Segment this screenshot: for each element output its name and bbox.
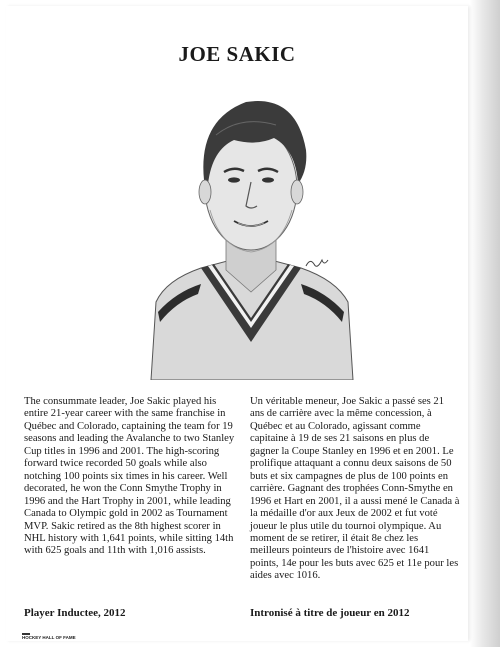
ear-right bbox=[291, 180, 303, 204]
hall-of-fame-plaque bbox=[6, 6, 468, 641]
logo-text: HOCKEY HALL OF FAME bbox=[22, 635, 76, 640]
page-edge-shadow bbox=[470, 0, 500, 647]
inductee-line-french: Intronisé à titre de joueur en 2012 bbox=[250, 607, 410, 619]
ear-left bbox=[199, 180, 211, 204]
eye-left bbox=[228, 177, 240, 182]
eye-right bbox=[262, 177, 274, 182]
biography-english: The consummate leader, Joe Sakic played his entire 21-year career with the same franchise in Québec and Colorado, captaining the team for 19 seasons and leading the Avalanche to two Stanley Cup titles in 1996 and 2001. The high-scoring forward twice recorded 50 goals while also notching 100 points six times in his career. Well decorated, he won the Conn Smythe Trophy in 1996 and the Hart Trophy in 2001, while leading Canada to Olympic gold in 2002 as Tournament MVP. Sakic retired as the 8th highest scorer in NHL history with 1,641 points, while sitting 14th with 625 goals and 11th with 1,016 assists. bbox=[24, 396, 235, 557]
inductee-line-english: Player Inductee, 2012 bbox=[24, 607, 126, 619]
plaque-title: JOE SAKIC bbox=[178, 42, 296, 66]
artist-signature-icon bbox=[306, 260, 328, 266]
hall-of-fame-logo-icon bbox=[22, 632, 76, 646]
biography-french: Un véritable meneur, Joe Sakic a passé ses 21 ans de carrière avec la même concession, à Québec et au Colorado, agissant comme capitaine à 19 de ses 21 saisons en plus de gagner la Coupe Stanley en 1996 et en 2001. Le prolifique attaquant a connu deux saisons de 50 buts et six campagnes de plus de 100 points en carrière. Gagnant des trophées Conn-Smythe en 1996 et Hart en 2001, il a aussi mené le Canada à la médaille d'or aux Jeux de 2002 et fut voté joueur le plus utile du tournoi olympique. Au moment de se retirer, il était 8e chez les meilleurs pointeurs de l'histoire avec 1641 points, 14e pour les buts avec 625 et 11e pour les aides avec 1016. bbox=[250, 396, 460, 582]
player-portrait-icon bbox=[146, 80, 356, 380]
